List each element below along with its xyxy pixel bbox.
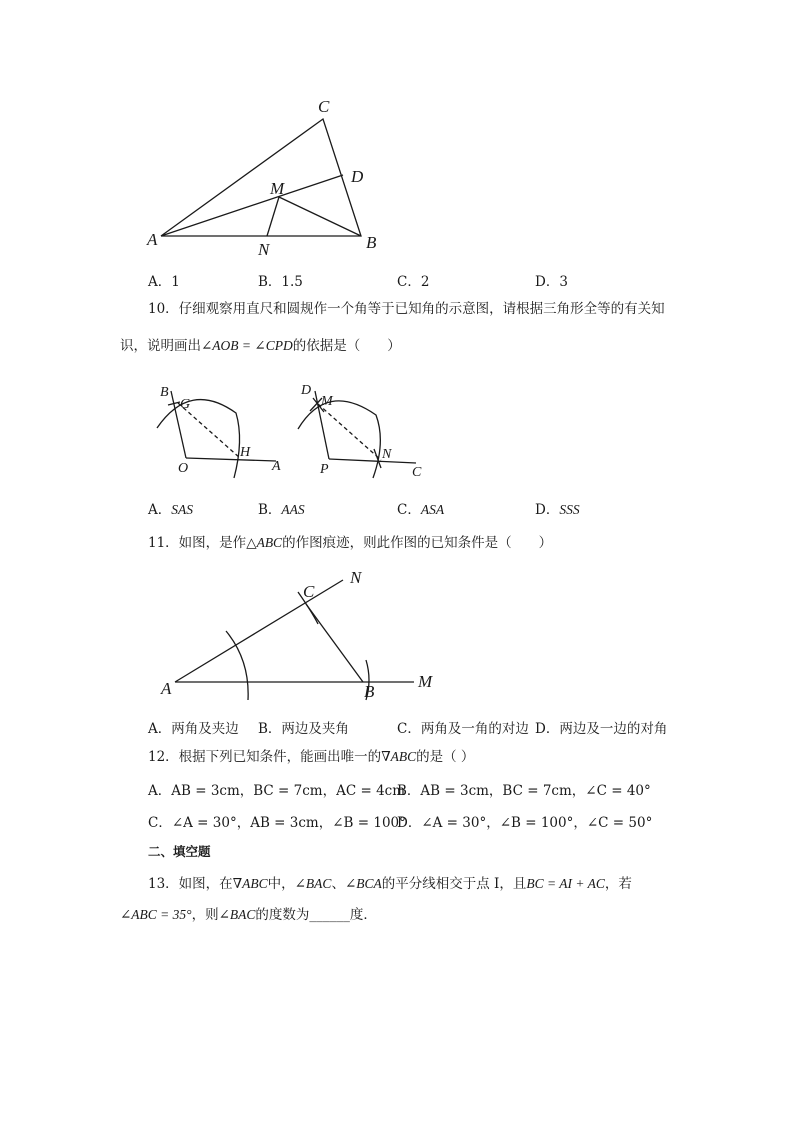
- q13-line2-post: 的度数为______度．: [255, 907, 377, 923]
- label-c-fig2: C: [412, 465, 422, 480]
- q10-line2-pre: 识，说明画出: [120, 338, 201, 354]
- label-a-fig3: A: [161, 679, 172, 698]
- q13-math-angle-bac: ∠BAC: [294, 876, 332, 891]
- label-n-fig3: N: [350, 568, 362, 587]
- q10-option-a-letter: A．: [148, 502, 172, 518]
- label-c-fig3: C: [303, 582, 315, 601]
- label-p: P: [320, 462, 329, 477]
- q13-line1: [148, 874, 632, 894]
- label-m: M: [270, 179, 285, 198]
- q13-line1-pre: 13．如图，在: [148, 876, 233, 892]
- q10-math-angle-equality: ∠AOB = ∠CPD: [201, 338, 293, 353]
- q12-stem-pre: 12．根据下列已知条件，能画出唯一的: [148, 749, 382, 765]
- label-b: B: [366, 233, 377, 252]
- q10-option-c-letter: C．: [397, 502, 421, 518]
- q13-math-angle-abc: ∠ABC = 35°: [120, 907, 192, 922]
- q10-option-d-value: SSS: [559, 502, 580, 517]
- q12-option-c[interactable]: C．∠A = 30°，AB = 3cm，∠B = 100°: [148, 815, 406, 831]
- q12-option-d[interactable]: D．∠A = 30°，∠B = 100°，∠C = 50°: [397, 815, 653, 831]
- q13-line2-mid: ，则: [191, 907, 219, 923]
- label-o: O: [178, 461, 189, 476]
- label-g: G: [180, 397, 191, 412]
- q11-option-c[interactable]: C．两角及一角的对边: [397, 721, 529, 737]
- q10-option-b-value: AAS: [281, 502, 305, 517]
- label-m-fig3: M: [418, 672, 433, 691]
- label-n: N: [258, 240, 270, 259]
- q13-line1-mid2: 的平分线相交于点 I，且: [381, 876, 527, 892]
- q13-line1-post: ，若: [604, 876, 632, 892]
- q13-line1-mid: 中，: [267, 876, 295, 892]
- q12-option-b[interactable]: B．AB = 3cm，BC = 7cm，∠C = 40°: [397, 783, 651, 799]
- q13-math-angle-bac-2: ∠BAC: [218, 907, 256, 922]
- q12-stem: [148, 747, 474, 767]
- q11-option-d[interactable]: D．两边及一边的对角: [535, 721, 668, 737]
- section-heading-fill-in: 二、填空题: [148, 844, 211, 859]
- label-h: H: [240, 445, 251, 460]
- label-a: A: [147, 230, 158, 249]
- q10-option-a-value: SAS: [171, 502, 193, 517]
- q13-line1-sep: 、: [331, 876, 345, 892]
- q13-math-angle-bca: ∠BCA: [344, 876, 382, 891]
- q10-option-c-value: ASA: [420, 502, 445, 517]
- q10-line1: 10．仔细观察用直尺和圆规作一个角等于已知角的示意图，请根据三角形全等的有关知: [148, 301, 665, 317]
- q11-option-a[interactable]: A．两角及夹边: [148, 721, 239, 737]
- q9-option-d[interactable]: D．3: [535, 274, 568, 290]
- arc-at-a: [226, 631, 248, 700]
- q12-math-triangle: ∇ABC: [381, 749, 417, 764]
- label-b-fig3: B: [364, 682, 375, 701]
- label-d-fig2: D: [301, 383, 312, 398]
- q11-option-b[interactable]: B．两边及夹角: [258, 721, 349, 737]
- q10-option-b-letter: B．: [258, 502, 282, 518]
- label-n-fig2: N: [382, 447, 392, 462]
- q13-math-triangle: ∇ABC: [232, 876, 268, 891]
- label-m-fig2: M: [321, 394, 333, 409]
- q11-stem-post: 的作图痕迹，则此作图的已知条件是（ ）: [282, 535, 553, 551]
- label-a-fig2: A: [272, 459, 281, 474]
- q13-math-bc-equation: BC = AI + AC: [526, 876, 605, 891]
- ray-an: [175, 580, 343, 682]
- q10-option-d-letter: D．: [535, 502, 560, 518]
- label-b-fig2: B: [160, 385, 169, 400]
- q10-line2-post: 的依据是（ ）: [292, 338, 401, 354]
- label-c: C: [318, 97, 330, 116]
- q9-option-a[interactable]: A．1: [148, 274, 180, 290]
- q12-stem-post: 的是（ ）: [416, 749, 475, 765]
- q9-option-b[interactable]: B．1.5: [258, 274, 303, 290]
- label-d: D: [351, 167, 364, 186]
- q11-math-triangle: △ABC: [246, 535, 283, 550]
- q11-stem-pre: 11．如图，是作: [148, 535, 247, 551]
- q13-line2: [120, 905, 377, 925]
- q9-option-c[interactable]: C．2: [397, 274, 430, 290]
- q12-option-a[interactable]: A．AB = 3cm，BC = 7cm，AC = 4cm: [148, 783, 406, 799]
- segment-cb: [306, 604, 363, 682]
